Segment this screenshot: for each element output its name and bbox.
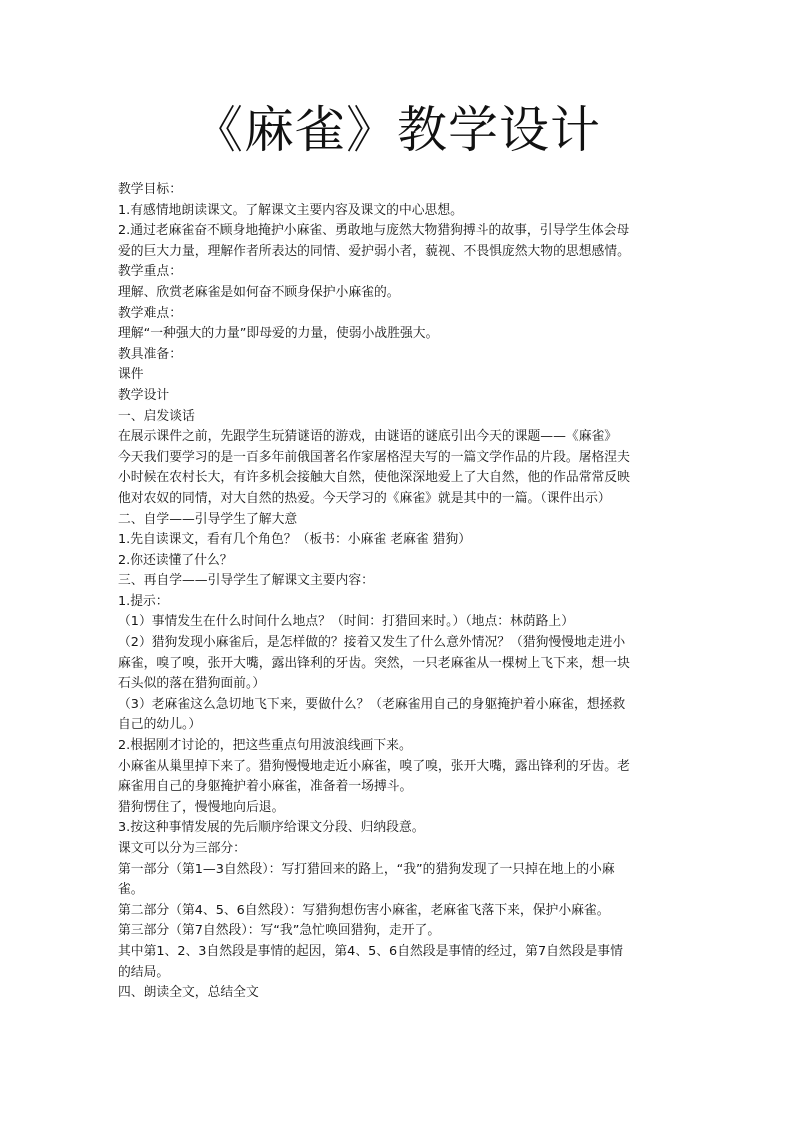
text-line: 1.提示： [118,593,169,609]
text-line: （1）事情发生在什么时间什么地点？（时间：打猎回来时。）（地点：林荫路上） [118,614,575,630]
text-line: 小麻雀从巢里掉下来了。猎狗慢慢地走近小麻雀，嗅了嗅，张开大嘴，露出锋利的牙齿。老 [118,758,630,774]
text-line: （3）老麻雀这么急切地飞下来，要做什么？（老麻雀用自己的身躯掩护着小麻雀，想拯救 [118,696,626,712]
text-line: 在展示课件之前，先跟学生玩猜谜语的游戏，由谜语的谜底引出今天的课题——《麻雀》 [118,429,618,445]
text-line: 四、朗读全文，总结全文 [118,985,259,1001]
text-line: 小时候在农村长大，有许多机会接触大自然，使他深深地爱上了大自然，他的作品常常反映 [118,470,630,486]
text-line: 猎狗愣住了，慢慢地向后退。 [118,799,285,815]
text-line: 的结局。 [118,964,170,980]
text-line: 第三部分（第7自然段）：写“我”急忙唤回猎狗，走开了。 [118,923,441,939]
text-line: 2.根据刚才讨论的，把这些重点句用波浪线画下来。 [118,738,412,754]
text-line: （2）猎狗发现小麻雀后，是怎样做的？接着又发生了什么意外情况？（猎狗慢慢地走进小 [118,635,626,651]
text-line: 理解、欣赏老麻雀是如何奋不顾身保护小麻雀的。 [118,284,400,300]
text-line: 教学重点： [118,264,182,280]
text-line: 课文可以分为三部分： [118,841,246,856]
text-line: 自己的幼儿。） [118,717,202,733]
text-line: 第二部分（第4、5、6自然段）：写猎狗想伤害小麻雀，老麻雀飞落下来，保护小麻雀。 [118,902,610,918]
text-line: 2.你还读懂了什么？ [118,552,233,568]
text-line: 三、再自学——引导学生了解课文主要内容： [118,573,374,589]
text-line: 麻雀，嗅了嗅，张开大嘴，露出锋利的牙齿。突然，一只老麻雀从一棵树上飞下来，想一块 [118,655,630,671]
text-line: 课件 [118,367,144,383]
text-line: 理解“一种强大的力量”即母爱的力量，使弱小战胜强大。 [118,326,439,342]
text-line: 1.先自读课文，看有几个角色？（板书：小麻雀 老麻雀 猎狗） [118,532,472,548]
text-line: 其中第1、2、3自然段是事情的起因，第4、5、6自然段是事情的经过，第7自然段是事情 [118,943,623,959]
text-line: 第一部分（第1—3自然段）：写打猎回来的路上，“我”的猎狗发现了一只掉在地上的小麻 [118,861,615,877]
text-line: 他对农奴的同情，对大自然的热爱。今天学习的《麻雀》就是其中的一篇。（课件出示） [118,490,611,506]
text-line: 石头似的落在猎狗面前。） [118,676,266,692]
text-line: 二、自学——引导学生了解大意 [118,511,298,527]
text-line: 教学设计 [118,387,170,403]
text-line: 爱的巨大力量，理解作者所表达的同情、爱护弱小者，藐视、不畏惧庞然大物的思想感情。 [118,243,630,259]
text-line: 麻雀用自己的身躯掩护着小麻雀，准备着一场搏斗。 [118,779,413,795]
document-body [118,180,690,1004]
text-line: 一、启发谈话 [118,408,195,424]
text-line: 教学目标： [118,182,182,197]
text-line: 教学难点： [118,305,182,321]
text-line: 今天我们要学习的是一百多年前俄国著名作家屠格涅夫写的一篇文学作品的片段。屠格涅夫 [118,449,630,465]
text-line: 3.按这种事情发展的先后顺序给课文分段、归纳段意。 [118,820,425,836]
text-line: 2.通过老麻雀奋不顾身地掩护小麻雀、勇敢地与庞然大物猎狗搏斗的故事，引导学生体会母 [118,223,630,239]
text-line: 雀。 [118,882,144,898]
text-line: 1.有感情地朗读课文。了解课文主要内容及课文的中心思想。 [118,202,463,218]
document-title: 《麻雀》教学设计 [193,101,601,159]
text-line: 教具准备： [118,346,182,362]
